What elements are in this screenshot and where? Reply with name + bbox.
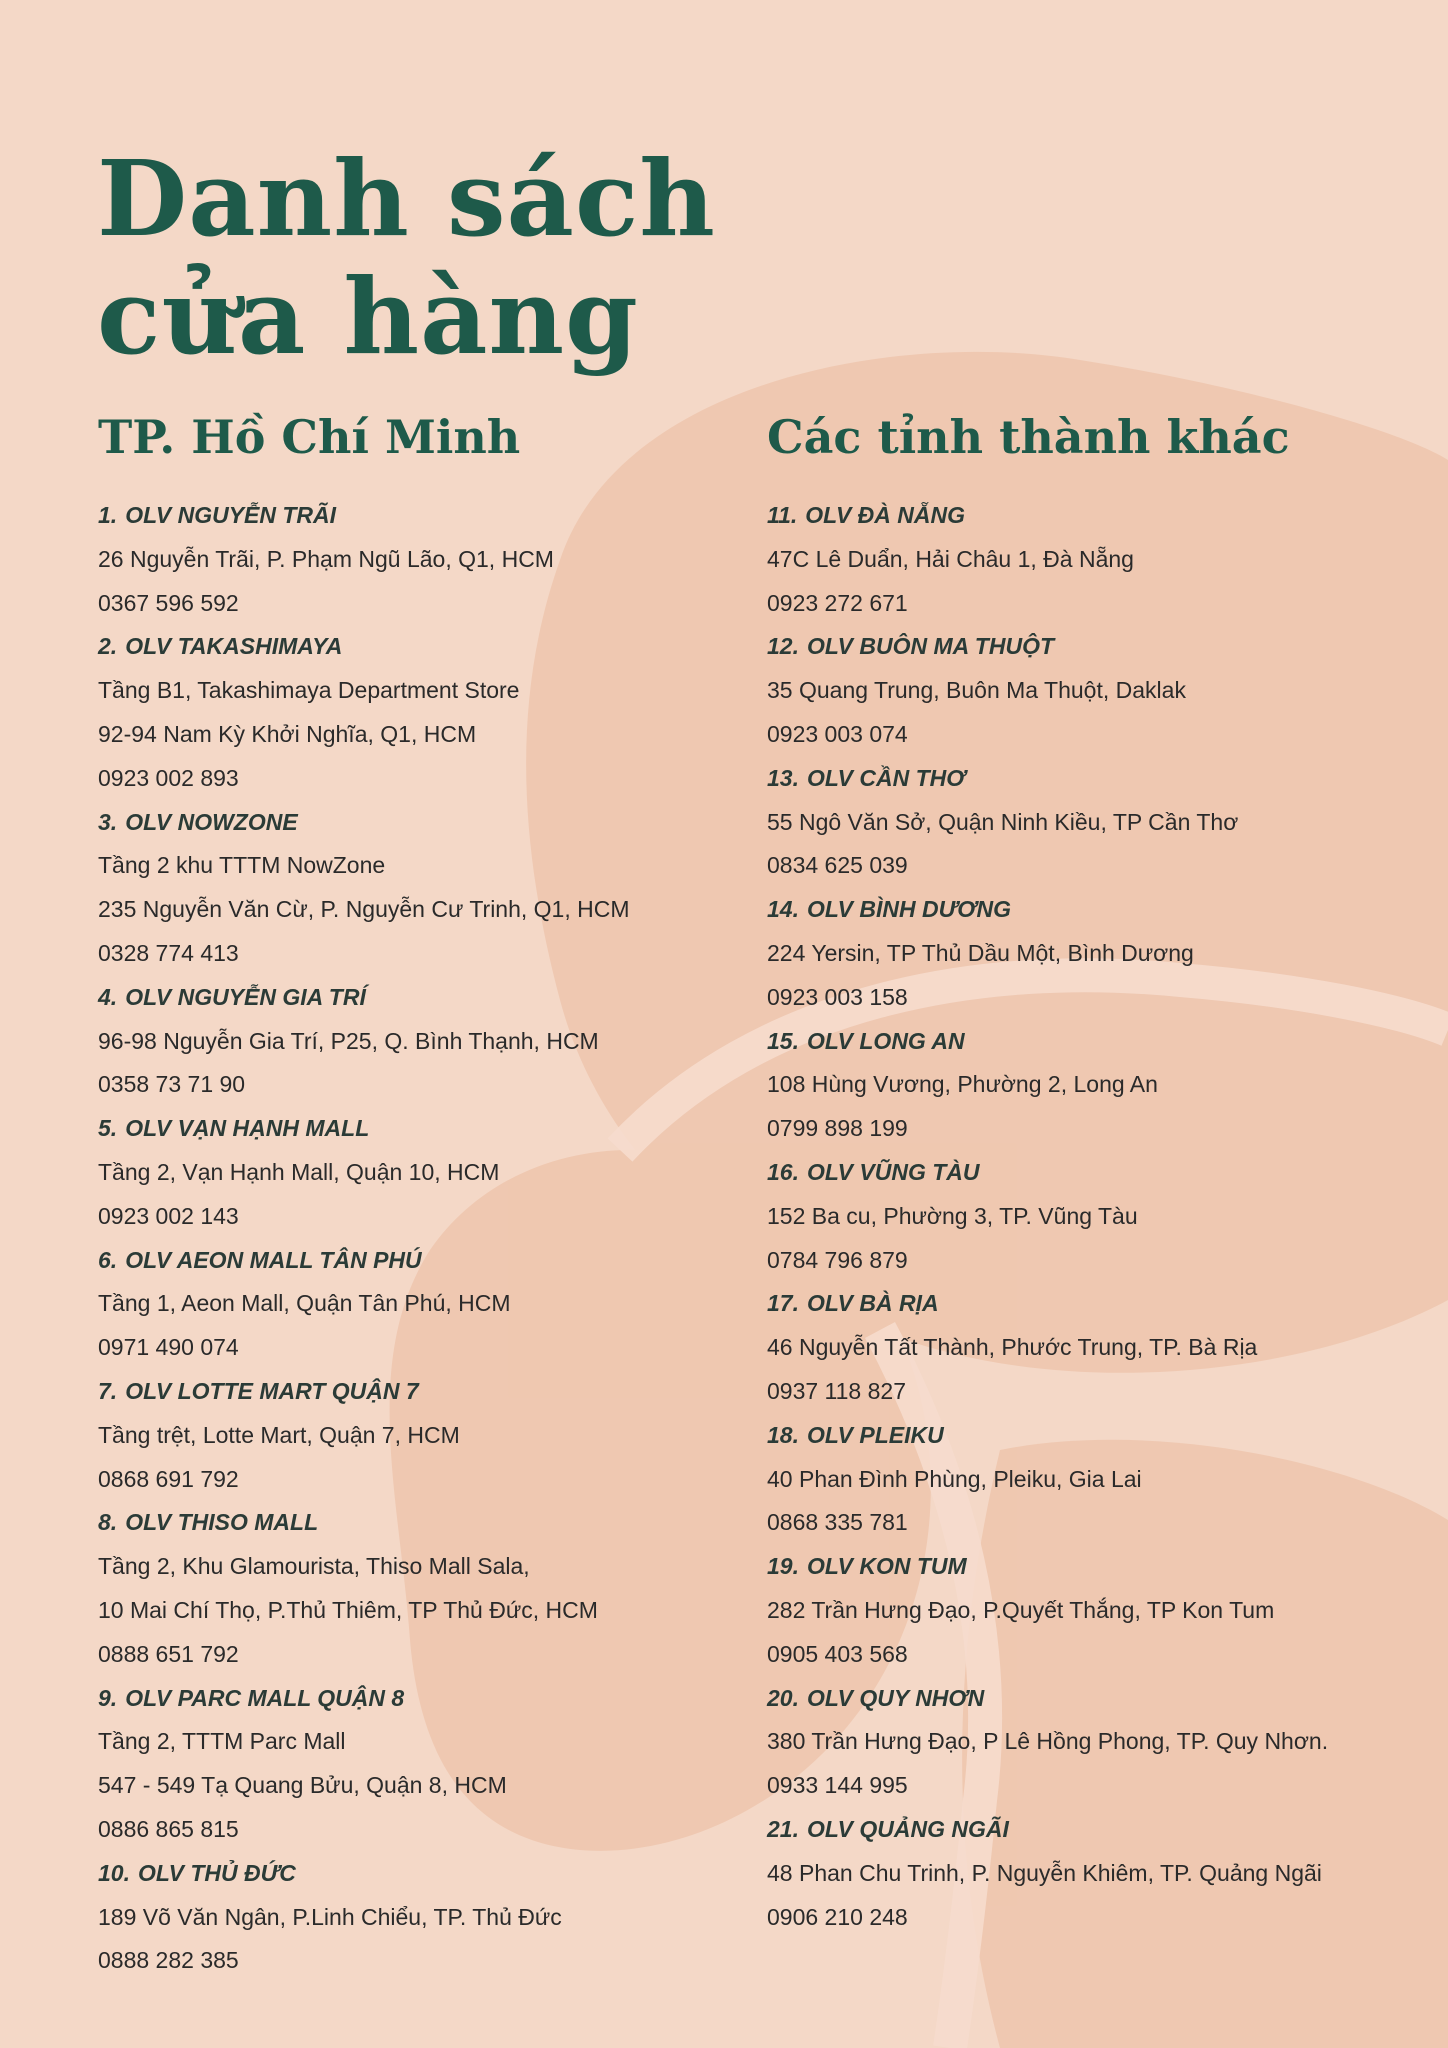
store-phone: 0971 490 074 — [98, 1334, 239, 1361]
store-address-line: Tầng 2 khu TTTM NowZone — [98, 852, 386, 879]
store-phone: 0868 691 792 — [98, 1465, 239, 1492]
store-item — [98, 1501, 718, 1676]
store-address-line: 92-94 Nam Kỳ Khởi Nghĩa, Q1, HCM — [98, 720, 477, 747]
store-phone: 0328 774 413 — [98, 939, 239, 966]
store-name — [98, 1852, 718, 1896]
store-item — [98, 1852, 718, 1983]
store-address-line: 224 Yersin, TP Thủ Dầu Một, Bình Dương — [767, 939, 1194, 966]
store-name — [98, 625, 718, 669]
store-number: 1. — [98, 502, 118, 528]
store-item — [767, 888, 1427, 1019]
province-store-column — [767, 408, 1427, 1939]
store-title: OLV TAKASHIMAYA — [125, 633, 343, 660]
store-title: OLV KON TUM — [806, 1553, 967, 1580]
store-title: OLV QUẢNG NGÃI — [806, 1815, 1009, 1842]
store-phone: 0868 335 781 — [767, 1509, 908, 1536]
store-title: OLV CẦN THƠ — [806, 764, 966, 791]
store-name — [767, 1282, 1427, 1326]
store-name — [767, 1545, 1427, 1589]
store-item — [767, 1151, 1427, 1282]
store-item — [767, 757, 1427, 888]
store-name — [98, 976, 718, 1020]
store-address-line: Tầng 2, TTTM Parc Mall — [98, 1728, 346, 1755]
store-number: 5. — [98, 1115, 118, 1142]
store-name — [767, 888, 1427, 932]
store-phone: 0886 865 815 — [98, 1815, 239, 1842]
store-name — [767, 757, 1427, 801]
store-title: OLV VẠN HẠNH MALL — [125, 1115, 370, 1142]
store-address-line: 35 Quang Trung, Buôn Ma Thuột, Daklak — [767, 677, 1186, 704]
store-address-line: 235 Nguyễn Văn Cừ, P. Nguyễn Cư Trinh, Q1, HCM — [98, 896, 630, 923]
store-phone: 0906 210 248 — [767, 1903, 908, 1930]
store-title: OLV THỦ ĐỨC — [137, 1859, 296, 1886]
store-title: OLV PARC MALL QUẬN 8 — [125, 1684, 405, 1711]
store-item — [767, 1545, 1427, 1676]
store-address-line: 189 Võ Văn Ngân, P.Linh Chiểu, TP. Thủ Đức — [98, 1903, 562, 1930]
store-title: OLV QUY NHƠN — [806, 1684, 985, 1711]
store-number: 12. — [767, 633, 799, 660]
store-address-line: Tầng trệt, Lotte Mart, Quận 7, HCM — [98, 1421, 460, 1448]
store-item — [98, 1107, 718, 1238]
store-name — [98, 1501, 718, 1545]
store-item — [98, 976, 718, 1107]
store-number: 20. — [767, 1684, 799, 1711]
store-item — [98, 1370, 718, 1501]
store-name — [98, 1239, 718, 1283]
store-address-line: 96-98 Nguyễn Gia Trí, P25, Q. Bình Thạnh, HCM — [98, 1027, 599, 1054]
store-item — [767, 494, 1427, 625]
store-number: 6. — [98, 1246, 118, 1273]
store-number: 18. — [767, 1421, 799, 1448]
store-name — [767, 1677, 1427, 1721]
store-phone: 0937 118 827 — [767, 1377, 906, 1404]
store-phone: 0923 003 074 — [767, 720, 908, 747]
page-title-line-1: Danh sách — [97, 137, 716, 260]
store-item — [98, 494, 718, 625]
store-name — [767, 1808, 1427, 1852]
store-number: 15. — [767, 1027, 799, 1054]
store-item — [98, 801, 718, 976]
store-title: OLV BUÔN MA THUỘT — [806, 633, 1055, 660]
store-title: OLV THISO MALL — [125, 1509, 319, 1536]
store-address-line: 380 Trần Hưng Đạo, P Lê Hồng Phong, TP. Quy Nhơn. — [767, 1728, 1329, 1755]
store-item — [767, 1677, 1427, 1808]
store-title: OLV PLEIKU — [806, 1421, 944, 1448]
store-item — [98, 1239, 718, 1370]
store-name — [98, 1107, 718, 1151]
store-address-line: 40 Phan Đình Phùng, Pleiku, Gia Lai — [767, 1465, 1142, 1492]
store-item — [767, 1808, 1427, 1939]
store-number: 2. — [98, 633, 118, 660]
store-name — [767, 1151, 1427, 1195]
store-number: 11. — [767, 502, 798, 528]
store-number: 7. — [98, 1377, 118, 1404]
store-title: OLV VŨNG TÀU — [806, 1158, 980, 1185]
store-title: OLV NGUYỄN GIA TRÍ — [125, 983, 366, 1010]
store-number: 13. — [767, 764, 799, 791]
store-title: OLV NGUYỄN TRÃI — [125, 502, 337, 528]
store-number: 10. — [98, 1859, 130, 1886]
store-address-line: 47C Lê Duẩn, Hải Châu 1, Đà Nẵng — [767, 545, 1134, 572]
store-address-line: 152 Ba cu, Phường 3, TP. Vũng Tàu — [767, 1202, 1138, 1229]
store-address-line: Tầng 2, Khu Glamourista, Thiso Mall Sala, — [98, 1553, 530, 1580]
store-address-line: Tầng B1, Takashimaya Department Store — [98, 677, 520, 704]
store-phone: 0888 282 385 — [98, 1947, 239, 1974]
store-phone: 0905 403 568 — [767, 1640, 908, 1667]
store-address-line: 46 Nguyễn Tất Thành, Phước Trung, TP. Bà Rịa — [767, 1334, 1258, 1361]
store-title: OLV NOWZONE — [125, 808, 298, 835]
store-phone: 0834 625 039 — [767, 852, 908, 879]
store-phone: 0923 272 671 — [767, 589, 908, 616]
store-item — [767, 1414, 1427, 1545]
store-title: OLV BÀ RỊA — [806, 1290, 939, 1317]
store-number: 17. — [767, 1290, 799, 1317]
hcm-heading: TP. Hồ Chí Minh — [98, 410, 521, 464]
store-address-line: 48 Phan Chu Trinh, P. Nguyễn Khiêm, TP. Quảng Ngãi — [767, 1859, 1322, 1886]
store-number: 3. — [98, 808, 118, 835]
store-phone: 0358 73 71 90 — [98, 1071, 246, 1098]
store-address-line: Tầng 2, Vạn Hạnh Mall, Quận 10, HCM — [98, 1158, 500, 1185]
store-address-line: 108 Hùng Vương, Phường 2, Long An — [767, 1071, 1158, 1098]
store-phone: 0923 002 143 — [98, 1202, 239, 1229]
store-name — [98, 1677, 718, 1721]
store-address-line: 547 - 549 Tạ Quang Bửu, Quận 8, HCM — [98, 1772, 507, 1799]
store-number: 19. — [767, 1553, 799, 1580]
store-address-line: Tầng 1, Aeon Mall, Quận Tân Phú, HCM — [98, 1290, 511, 1317]
store-item — [767, 1282, 1427, 1413]
store-phone: 0888 651 792 — [98, 1640, 239, 1667]
store-number: 16. — [767, 1158, 799, 1185]
hcm-store-column — [98, 408, 718, 1983]
store-phone: 0933 144 995 — [767, 1772, 908, 1799]
page-title — [97, 137, 716, 378]
store-item — [767, 1020, 1427, 1151]
store-item — [98, 1677, 718, 1852]
store-name — [767, 625, 1427, 669]
hcm-store-list — [98, 494, 718, 1983]
store-phone: 0367 596 592 — [98, 589, 239, 616]
store-name — [767, 494, 1427, 538]
store-title: OLV AEON MALL TÂN PHÚ — [125, 1246, 422, 1273]
store-title: OLV BÌNH DƯƠNG — [806, 896, 1011, 923]
store-number: 9. — [98, 1684, 118, 1711]
store-title: OLV ĐÀ NẴNG — [805, 502, 966, 528]
store-phone: 0923 002 893 — [98, 764, 239, 791]
store-item — [767, 625, 1427, 756]
store-name — [98, 801, 718, 845]
page-title-line-2: cửa hàng — [97, 255, 639, 378]
store-name — [767, 1414, 1427, 1458]
store-title: OLV LONG AN — [806, 1027, 965, 1054]
province-store-list — [767, 494, 1427, 1939]
store-name — [98, 1370, 718, 1414]
store-phone: 0784 796 879 — [767, 1246, 908, 1273]
store-number: 14. — [767, 896, 799, 923]
store-number: 8. — [98, 1509, 118, 1536]
store-phone: 0923 003 158 — [767, 983, 908, 1010]
province-heading: Các tỉnh thành khác — [767, 410, 1290, 464]
store-name — [98, 494, 718, 538]
store-phone: 0799 898 199 — [767, 1115, 908, 1142]
store-address-line: 55 Ngô Văn Sở, Quận Ninh Kiều, TP Cần Thơ — [767, 808, 1239, 835]
store-title: OLV LOTTE MART QUẬN 7 — [125, 1377, 419, 1404]
store-item — [98, 625, 718, 800]
store-address-line: 26 Nguyễn Trãi, P. Phạm Ngũ Lão, Q1, HCM — [98, 545, 554, 572]
store-number: 21. — [767, 1815, 799, 1842]
store-name — [767, 1020, 1427, 1064]
store-address-line: 10 Mai Chí Thọ, P.Thủ Thiêm, TP Thủ Đức, HCM — [98, 1596, 598, 1623]
store-number: 4. — [98, 983, 118, 1010]
store-address-line: 282 Trần Hưng Đạo, P.Quyết Thắng, TP Kon Tum — [767, 1596, 1275, 1623]
